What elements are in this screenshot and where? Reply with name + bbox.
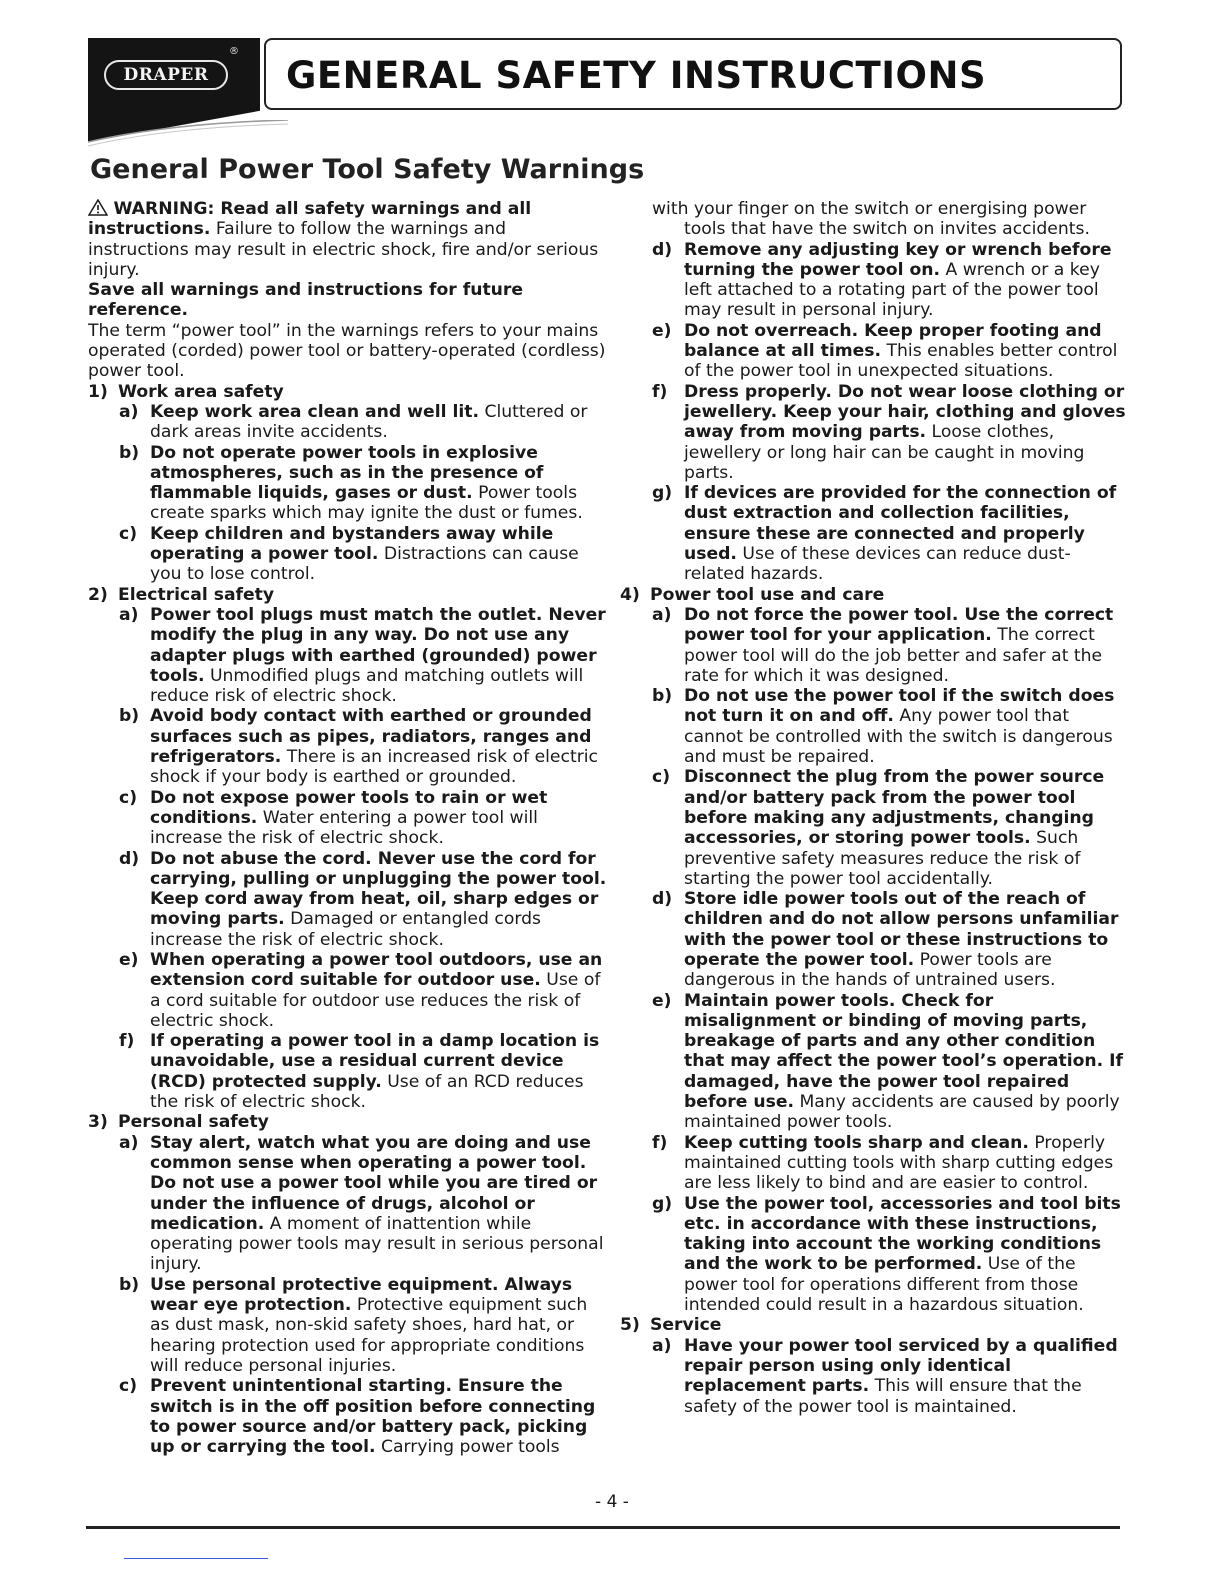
- logo-swoosh-decoration: [88, 120, 288, 148]
- list-item: e) When operating a power tool outdoors, use an extension cord suitable for outdoor use. Use of a cord suitable for outdoor use reduces the risk of electric shock.: [119, 949, 603, 1031]
- list-item: e) Maintain power tools. Check for misalignment or binding of moving parts, breakage of parts and any other condition that may affect the power tool’s operation. If damaged, have the power tool repaired before use. Many accidents are caused by poorly maintained power tools.: [652, 990, 1124, 1133]
- warning-bold-text: WARNING: Read all safety warnings and all instructions.: [88, 199, 532, 240]
- list-item: f) Keep cutting tools sharp and clean. Properly maintained cutting tools with sharp cutting edges are less likely to bind and are easier to control.: [652, 1132, 1114, 1194]
- list-item: g) If devices are provided for the connection of dust extraction and collection facilities, ensure these are connected and properly used. Use of these devices can reduce dust-related hazards.: [652, 483, 1117, 585]
- section-heading-4: 4) Power tool use and care: [620, 584, 885, 605]
- page-title: GENERAL SAFETY INSTRUCTIONS: [286, 54, 987, 97]
- list-item: b) Avoid body contact with earthed or grounded surfaces such as pipes, radiators, ranges and refrigerators. There is an increased risk of electric shock if your body is earthed or grounded.: [119, 706, 598, 788]
- left-column: [88, 199, 612, 1457]
- right-column: [620, 199, 1126, 1417]
- list-item: e) Do not overreach. Keep proper footing and balance at all times. This enables better control of the power tool in unexpected situations.: [652, 320, 1118, 382]
- footer-link-underline: [124, 1558, 268, 1559]
- section-heading-2: 2) Electrical safety: [88, 584, 275, 605]
- list-item: c) Keep children and bystanders away while operating a power tool. Distractions can cause you to lose control.: [119, 523, 579, 585]
- page-number: - 4 -: [595, 1492, 629, 1512]
- save-instructions: Save all warnings and instructions for future reference.: [88, 280, 524, 321]
- continuation-text: with your finger on the switch or energising power tools that have the switch on invites accidents.: [652, 199, 1090, 240]
- list-item: f) Dress properly. Do not wear loose clothing or jewellery. Keep your hair, clothing and gloves away from moving parts. Loose clothes, jewellery or long hair can be caught in moving parts.: [652, 381, 1126, 483]
- title-box: [264, 38, 1122, 110]
- list-item: f) If operating a power tool in a damp location is unavoidable, use a residual current device (RCD) protected supply. Use of an RCD reduces the risk of electric shock.: [119, 1031, 600, 1113]
- list-item: b) Use personal protective equipment. Always wear eye protection. Protective equipment such as dust mask, non-skid safety shoes, hard hat, or hearing protection used for appropriate conditions will reduce personal injuries.: [119, 1274, 588, 1376]
- warning-paragraph: [88, 199, 612, 280]
- section-heading-1: 1) Work area safety: [88, 381, 284, 402]
- list-item: d) Remove any adjusting key or wrench before turning the power tool on. A wrench or a key left attached to a rotating part of the power tool may result in personal injury.: [652, 239, 1112, 321]
- list-item: c) Disconnect the plug from the power source and/or battery pack from the power tool before making any adjustments, changing accessories, or storing power tools. Such preventive safety measures reduce the risk of starting the power tool accidentally.: [652, 767, 1105, 889]
- list-item: g) Use the power tool, accessories and tool bits etc. in accordance with these instructions, taking into account the working conditions and the work to be performed. Use of the power tool for operations different from those intended could result in a hazardous situation.: [652, 1193, 1121, 1316]
- warning-text: Failure to follow the warnings and instructions may result in electric shock, fire and/or serious injury.: [88, 219, 599, 280]
- footer-divider: [86, 1526, 1120, 1529]
- list-item: a) Keep work area clean and well lit. Cluttered or dark areas invite accidents.: [119, 401, 588, 443]
- list-item: a) Have your power tool serviced by a qualified repair person using only identical replacement parts. This will ensure that the safety of the power tool is maintained.: [652, 1335, 1118, 1417]
- warning-triangle-icon: [88, 199, 108, 216]
- list-item: b) Do not operate power tools in explosive atmospheres, such as in the presence of flammable liquids, gases or dust. Power tools create sparks which may ignite the dust or fumes.: [119, 442, 583, 524]
- term-definition: The term “power tool” in the warnings refers to your mains operated (corded) power tool or battery-operated (cordless) power tool.: [88, 320, 606, 382]
- list-item: a) Stay alert, watch what you are doing and use common sense when operating a power tool. Do not use a power tool while you are tired or under the influence of drugs, alcohol or medication. A moment of inattention while operating power tools may result in serious personal injury.: [119, 1132, 604, 1275]
- list-item: c) Prevent unintentional starting. Ensure the switch is in the off position before connecting to power source and/or battery pack, picking up or carrying the tool. Carrying power tools: [119, 1376, 596, 1458]
- list-item: b) Do not use the power tool if the switch does not turn it on and off. Any power tool that cannot be controlled with the switch is dangerous and must be repaired.: [652, 686, 1115, 768]
- section-heading: General Power Tool Safety Warnings: [90, 154, 645, 185]
- registered-mark: ®: [229, 46, 239, 57]
- brand-logo: DRAPER: [104, 60, 228, 90]
- section-heading-3: 3) Personal safety: [88, 1112, 269, 1133]
- list-item: a) Do not force the power tool. Use the correct power tool for your application. The correct power tool will do the job better and safer at the rate for which it was designed.: [652, 604, 1114, 686]
- list-item: a) Power tool plugs must match the outlet. Never modify the plug in any way. Do not use any adapter plugs with earthed (grounded) power tools. Unmodified plugs and matching outlets will reduce risk of electric shock.: [119, 604, 606, 707]
- list-item: c) Do not expose power tools to rain or wet conditions. Water entering a power tool will increase the risk of electric shock.: [119, 787, 548, 849]
- list-item: d) Store idle power tools out of the reach of children and do not allow persons unfamiliar with the power tool or these instructions to operate the power tool. Power tools are dangerous in the hands of untrained users.: [652, 889, 1119, 991]
- list-item: d) Do not abuse the cord. Never use the cord for carrying, pulling or unplugging the power tool. Keep cord away from heat, oil, sharp edges or moving parts. Damaged or entangled cords increase the risk of electric shock.: [119, 848, 607, 950]
- section-heading-5: 5) Service: [620, 1315, 722, 1336]
